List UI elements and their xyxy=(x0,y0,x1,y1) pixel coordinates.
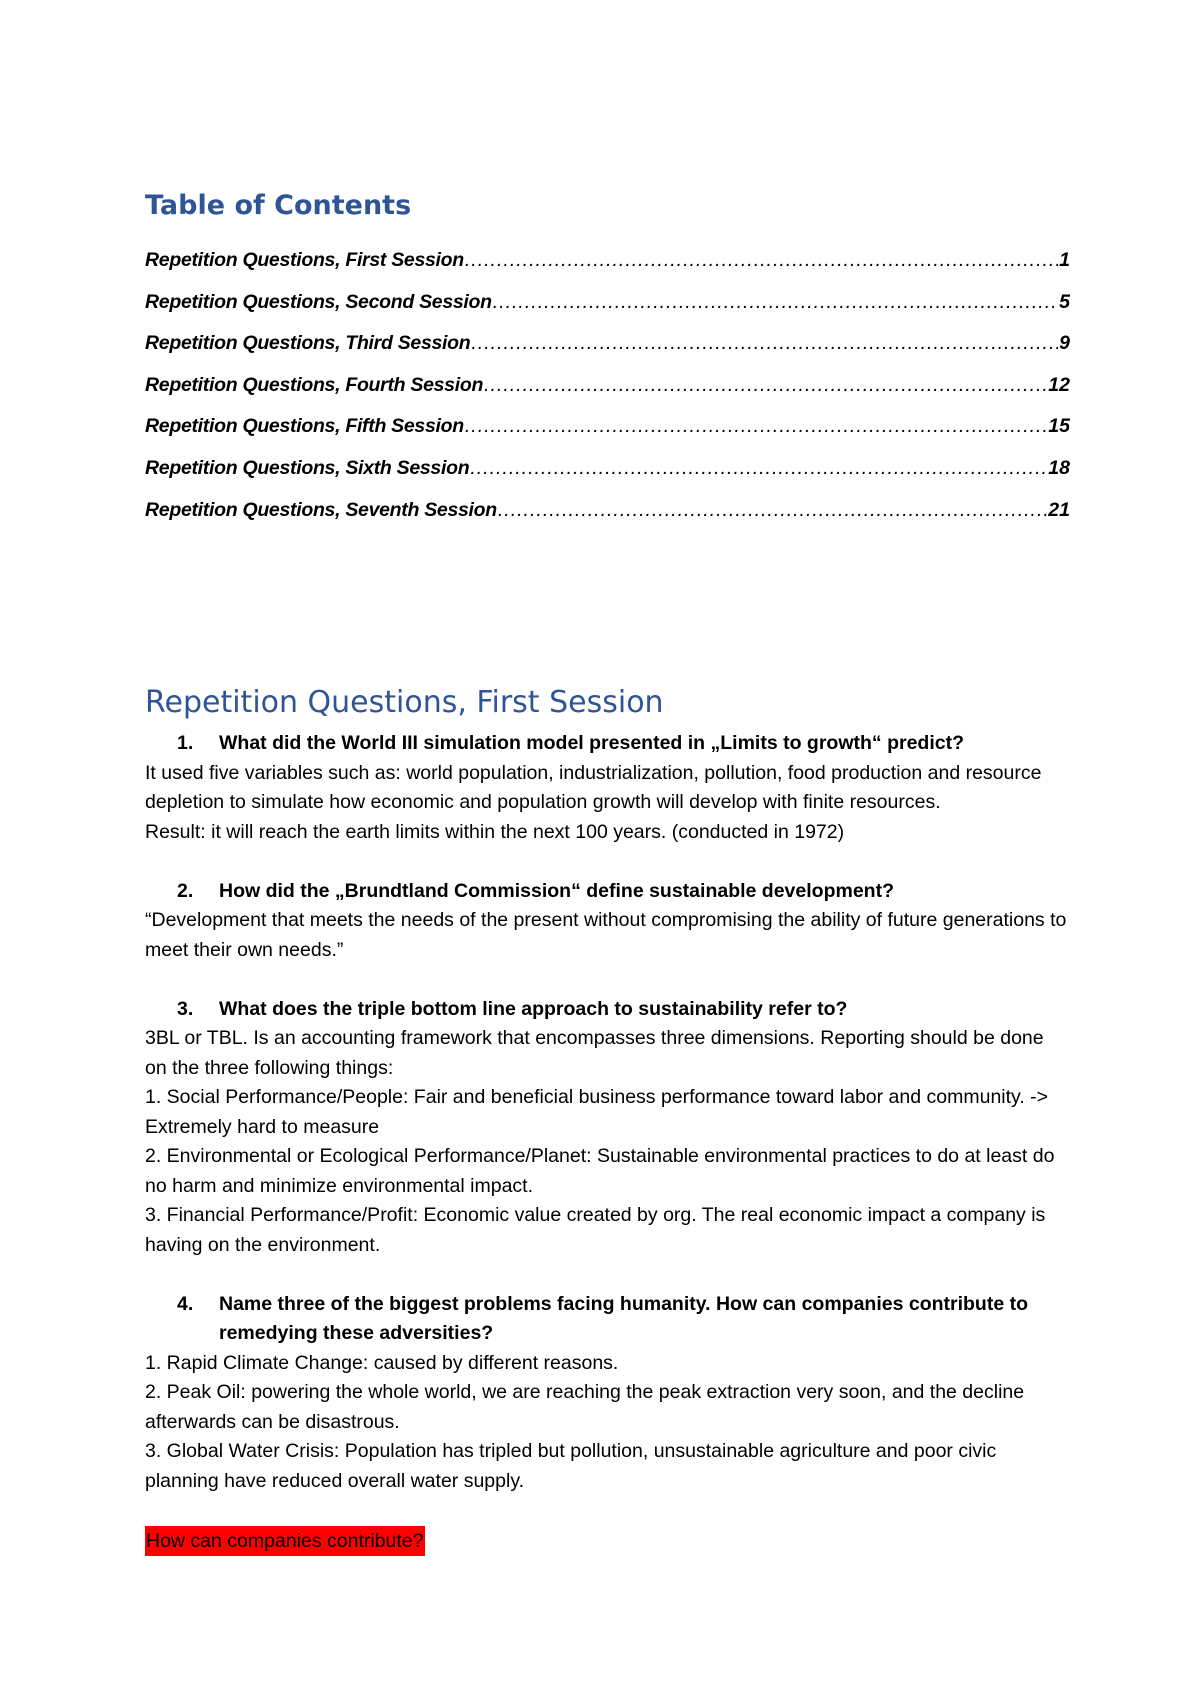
toc-page-number: 5 xyxy=(1059,290,1070,313)
toc-entry-label: Repetition Questions, Seventh Session xyxy=(145,498,497,521)
toc-entry-label: Repetition Questions, Fourth Session xyxy=(145,373,484,396)
toc-leader-dots xyxy=(471,329,1058,357)
toc-page-number: 15 xyxy=(1048,415,1070,438)
answer xyxy=(145,1024,1070,1260)
toc-entry-label: Repetition Questions, Third Session xyxy=(145,332,471,355)
answer-paragraph: “Development that meets the needs of the present without compromising the ability of future generations to meet their own needs.” xyxy=(145,909,1067,961)
toc-entry-third-session[interactable] xyxy=(145,329,1070,371)
answer-paragraph: It used five variables such as: world population, industrialization, pollution, food production and resource depletion to simulate how economic and population growth will develop with finite resources. xyxy=(145,761,1042,814)
question-number: 1. xyxy=(177,732,194,755)
toc-leader-dots xyxy=(465,412,1047,440)
answer-paragraph: 1. Social Performance/People: Fair and beneficial business performance toward labor and community. -> Extremely hard to measure xyxy=(145,1086,1049,1138)
toc-entry-first-session[interactable] xyxy=(145,246,1070,288)
table-of-contents xyxy=(145,246,1070,537)
question-block-3 xyxy=(145,995,1070,1261)
toc-entry-fourth-session[interactable] xyxy=(145,371,1070,413)
answer-paragraph: 3. Financial Performance/Profit: Economic value created by org. The real economic impact a company is having on the environment. xyxy=(145,1204,1046,1256)
highlighted-note: How can companies contribute? xyxy=(145,1526,425,1556)
toc-leader-dots xyxy=(484,371,1047,399)
toc-entry-label: Repetition Questions, First Session xyxy=(145,249,464,271)
question xyxy=(145,729,1070,759)
section-heading: Repetition Questions, First Session xyxy=(145,685,664,721)
question-block-1 xyxy=(145,729,1070,847)
toc-page-number: 21 xyxy=(1048,498,1070,521)
page-content xyxy=(145,186,1070,1556)
toc-entry-fifth-session[interactable] xyxy=(145,412,1070,454)
answer-paragraph: 2. Peak Oil: powering the whole world, we are reaching the peak extraction very soon, and the decline afterwards can be disastrous. xyxy=(145,1381,1025,1433)
question-block-4 xyxy=(145,1290,1070,1497)
question xyxy=(145,995,1070,1025)
answer-paragraph: 3BL or TBL. Is an accounting framework that encompasses three dimensions. Reporting should be done on the three following things: xyxy=(145,1027,1044,1079)
answer-paragraph: 3. Global Water Crisis: Population has tripled but pollution, unsustainable agriculture and poor civic planning have reduced overall water supply. xyxy=(145,1440,997,1492)
question-block-2 xyxy=(145,877,1070,966)
answer-paragraph: 2. Environmental or Ecological Performance/Planet: Sustainable environmental practices to do at least do no harm and minimize environmental impact. xyxy=(145,1145,1055,1197)
toc-page-number: 9 xyxy=(1059,332,1070,355)
toc-entry-second-session[interactable] xyxy=(145,288,1070,330)
question-number: 3. xyxy=(177,997,194,1020)
toc-leader-dots xyxy=(498,496,1047,524)
answer xyxy=(145,906,1070,965)
answer xyxy=(145,1349,1070,1497)
answer-paragraph: Result: it will reach the earth limits within the next 100 years. (conducted in 1972) xyxy=(145,820,845,843)
question-text: What does the triple bottom line approach to sustainability refer to? xyxy=(219,997,848,1020)
toc-entry-seventh-session[interactable] xyxy=(145,496,1070,538)
question-number: 2. xyxy=(177,879,194,902)
toc-title: Table of Contents xyxy=(145,190,412,221)
question xyxy=(145,877,1070,907)
toc-page-number: 18 xyxy=(1048,456,1070,479)
toc-entry-label: Repetition Questions, Second Session xyxy=(145,290,492,313)
question-number: 4. xyxy=(177,1292,194,1315)
answer-paragraph: 1. Rapid Climate Change: caused by different reasons. xyxy=(145,1351,619,1374)
answer xyxy=(145,759,1070,848)
question xyxy=(145,1290,1070,1349)
toc-page-number: 1 xyxy=(1059,249,1070,271)
question-text: Name three of the biggest problems facing humanity. How can companies contribute to remedying these adversities? xyxy=(219,1292,1029,1345)
toc-leader-dots xyxy=(465,246,1058,274)
question-text: How did the „Brundtland Commission“ define sustainable development? xyxy=(219,879,894,902)
toc-entry-sixth-session[interactable] xyxy=(145,454,1070,496)
question-text: What did the World III simulation model presented in „Limits to growth“ predict? xyxy=(219,732,964,755)
toc-page-number: 12 xyxy=(1048,373,1070,396)
toc-leader-dots xyxy=(470,454,1047,482)
toc-entry-label: Repetition Questions, Fifth Session xyxy=(145,415,464,438)
toc-leader-dots xyxy=(493,288,1058,316)
toc-entry-label: Repetition Questions, Sixth Session xyxy=(145,456,470,479)
